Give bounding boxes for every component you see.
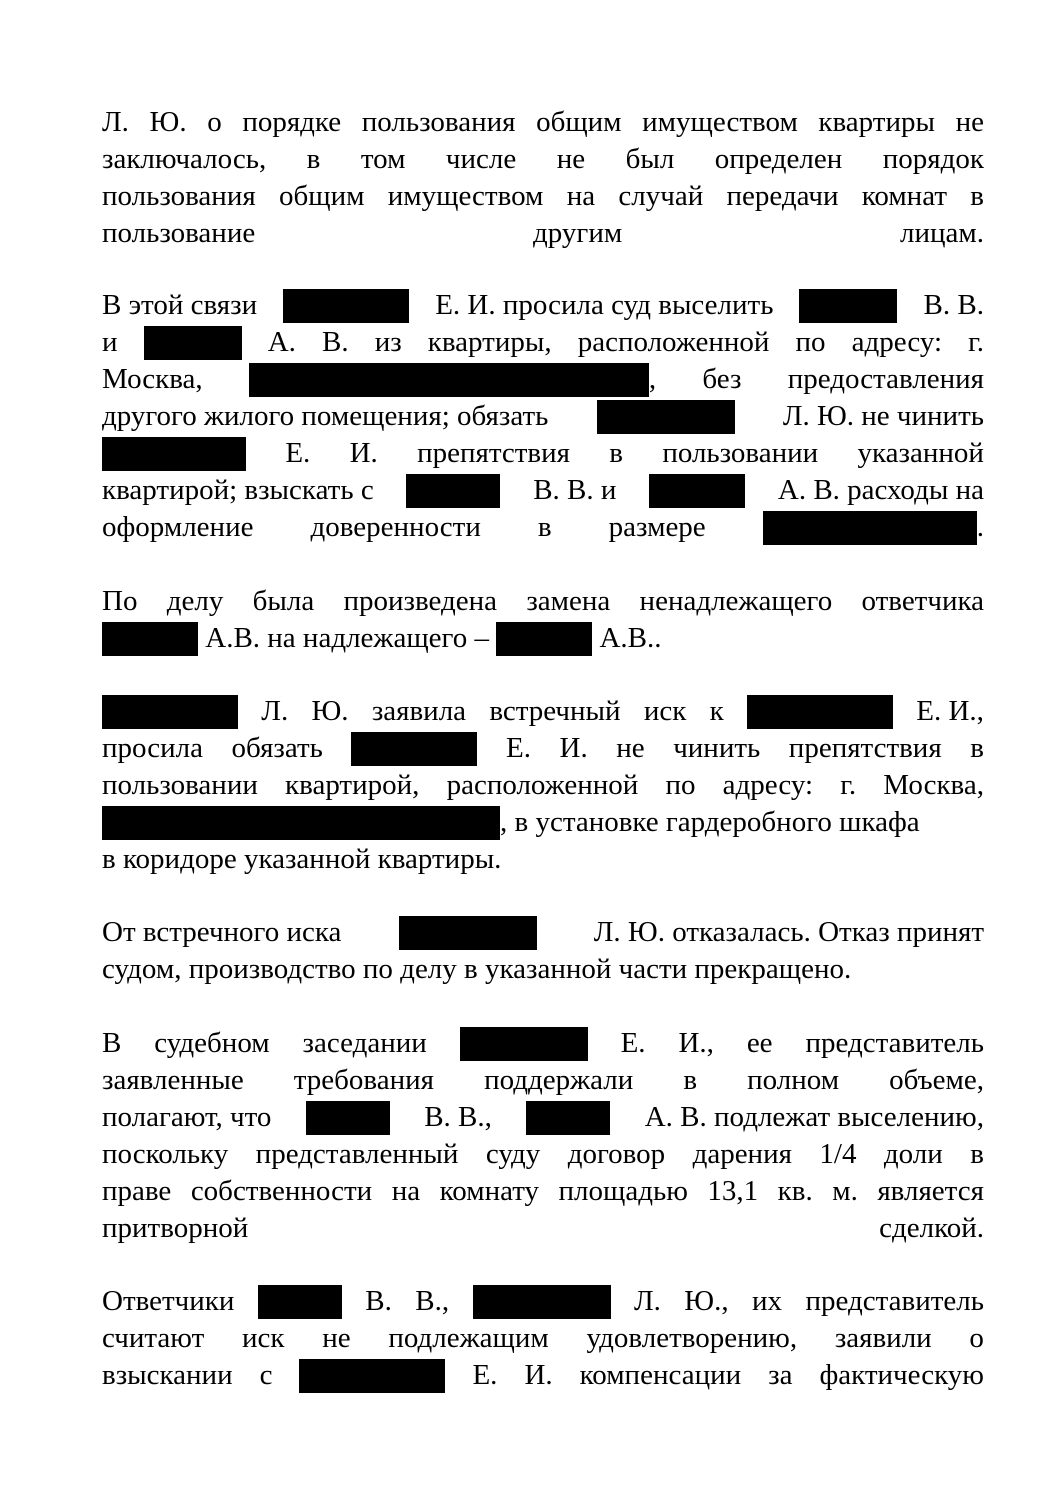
- redacted-amount: .: [763, 509, 984, 546]
- text-line: праве собственности на комнату площадью 13,1 кв. м. является: [102, 1175, 984, 1207]
- redaction-block: [144, 326, 242, 360]
- redaction-block: [763, 511, 977, 545]
- redaction-block: [460, 1027, 588, 1061]
- redaction-block: [747, 695, 893, 729]
- redaction-block: [249, 363, 649, 397]
- redaction-block: [406, 474, 500, 508]
- redaction-block: [399, 916, 537, 950]
- redaction-block: [351, 732, 477, 766]
- text-line: в коридоре указанной квартиры.: [102, 843, 502, 875]
- redacted-address: ,: [249, 361, 656, 398]
- text-line: заключалось, в том числе не был определен порядок: [102, 143, 984, 175]
- text-line: Ответчики В. В., Л. Ю., их представитель: [102, 1285, 984, 1317]
- text-line: заявленные требования поддержали в полном объеме,: [102, 1064, 984, 1096]
- redaction-block: [102, 622, 198, 656]
- text-line: квартирой; взыскать с В. В. и А. В. расходы на: [102, 474, 984, 506]
- text-line: А.В. на надлежащего – А.В..: [102, 620, 984, 657]
- text-line: оформление доверенности в размере .: [102, 509, 984, 546]
- redaction-block: [526, 1101, 610, 1135]
- text-line: и А. В. из квартиры, расположенной по адресу: г.: [102, 326, 984, 358]
- redaction-block: [102, 806, 500, 840]
- text-line: Л. Ю. о порядке пользования общим имуществом квартиры не: [102, 106, 984, 138]
- text-line: считают иск не подлежащим удовлетворению, заявили о: [102, 1322, 984, 1354]
- text-line: По делу была произведена замена ненадлежащего ответчика: [102, 585, 984, 617]
- redaction-block: [473, 1285, 611, 1319]
- text-line: пользование другим лицам.: [102, 217, 984, 249]
- text-line: поскольку представленный суду договор дарения 1/4 доли в: [102, 1138, 984, 1170]
- redaction-block: [299, 1359, 445, 1393]
- redaction-block: [799, 289, 897, 323]
- text-line: Е. И. препятствия в пользовании указанной: [102, 435, 984, 472]
- redaction-block: [258, 1285, 342, 1319]
- redaction-block: [597, 400, 735, 434]
- text-line: просила обязать Е. И. не чинить препятствия в: [102, 732, 984, 764]
- text-line: Москва, , без предоставления: [102, 361, 984, 398]
- text-line: взыскании с Е. И. компенсации за фактическую: [102, 1359, 984, 1391]
- text-line: другого жилого помещения; обязать Л. Ю. не чинить: [102, 400, 984, 432]
- redaction-block: [496, 622, 592, 656]
- text-line: [102, 804, 984, 841]
- text-line: Л. Ю. заявила встречный иск к Е. И.,: [102, 693, 984, 730]
- text-line: От встречного иска Л. Ю. отказалась. Отказ принят: [102, 916, 984, 948]
- redaction-block: [102, 695, 238, 729]
- redaction-block: [102, 437, 246, 471]
- text-line: судом, производство по делу в указанной части прекращено.: [102, 953, 852, 985]
- text-line: В этой связи Е. И. просила суд выселить В. В.: [102, 289, 984, 321]
- text-line: притворной сделкой.: [102, 1212, 984, 1244]
- redaction-block: [649, 474, 745, 508]
- text-line: пользования общим имуществом на случай передачи комнат в: [102, 180, 984, 212]
- redacted-address: , в установке гардеробного шкафа: [102, 804, 920, 841]
- text-line: полагают, что В. В., А. В. подлежат выселению,: [102, 1101, 984, 1133]
- text-line: пользовании квартирой, расположенной по адресу: г. Москва,: [102, 769, 984, 801]
- redaction-block: [306, 1101, 390, 1135]
- text-line: В судебном заседании Е. И., ее представитель: [102, 1027, 984, 1059]
- redaction-block: [283, 289, 409, 323]
